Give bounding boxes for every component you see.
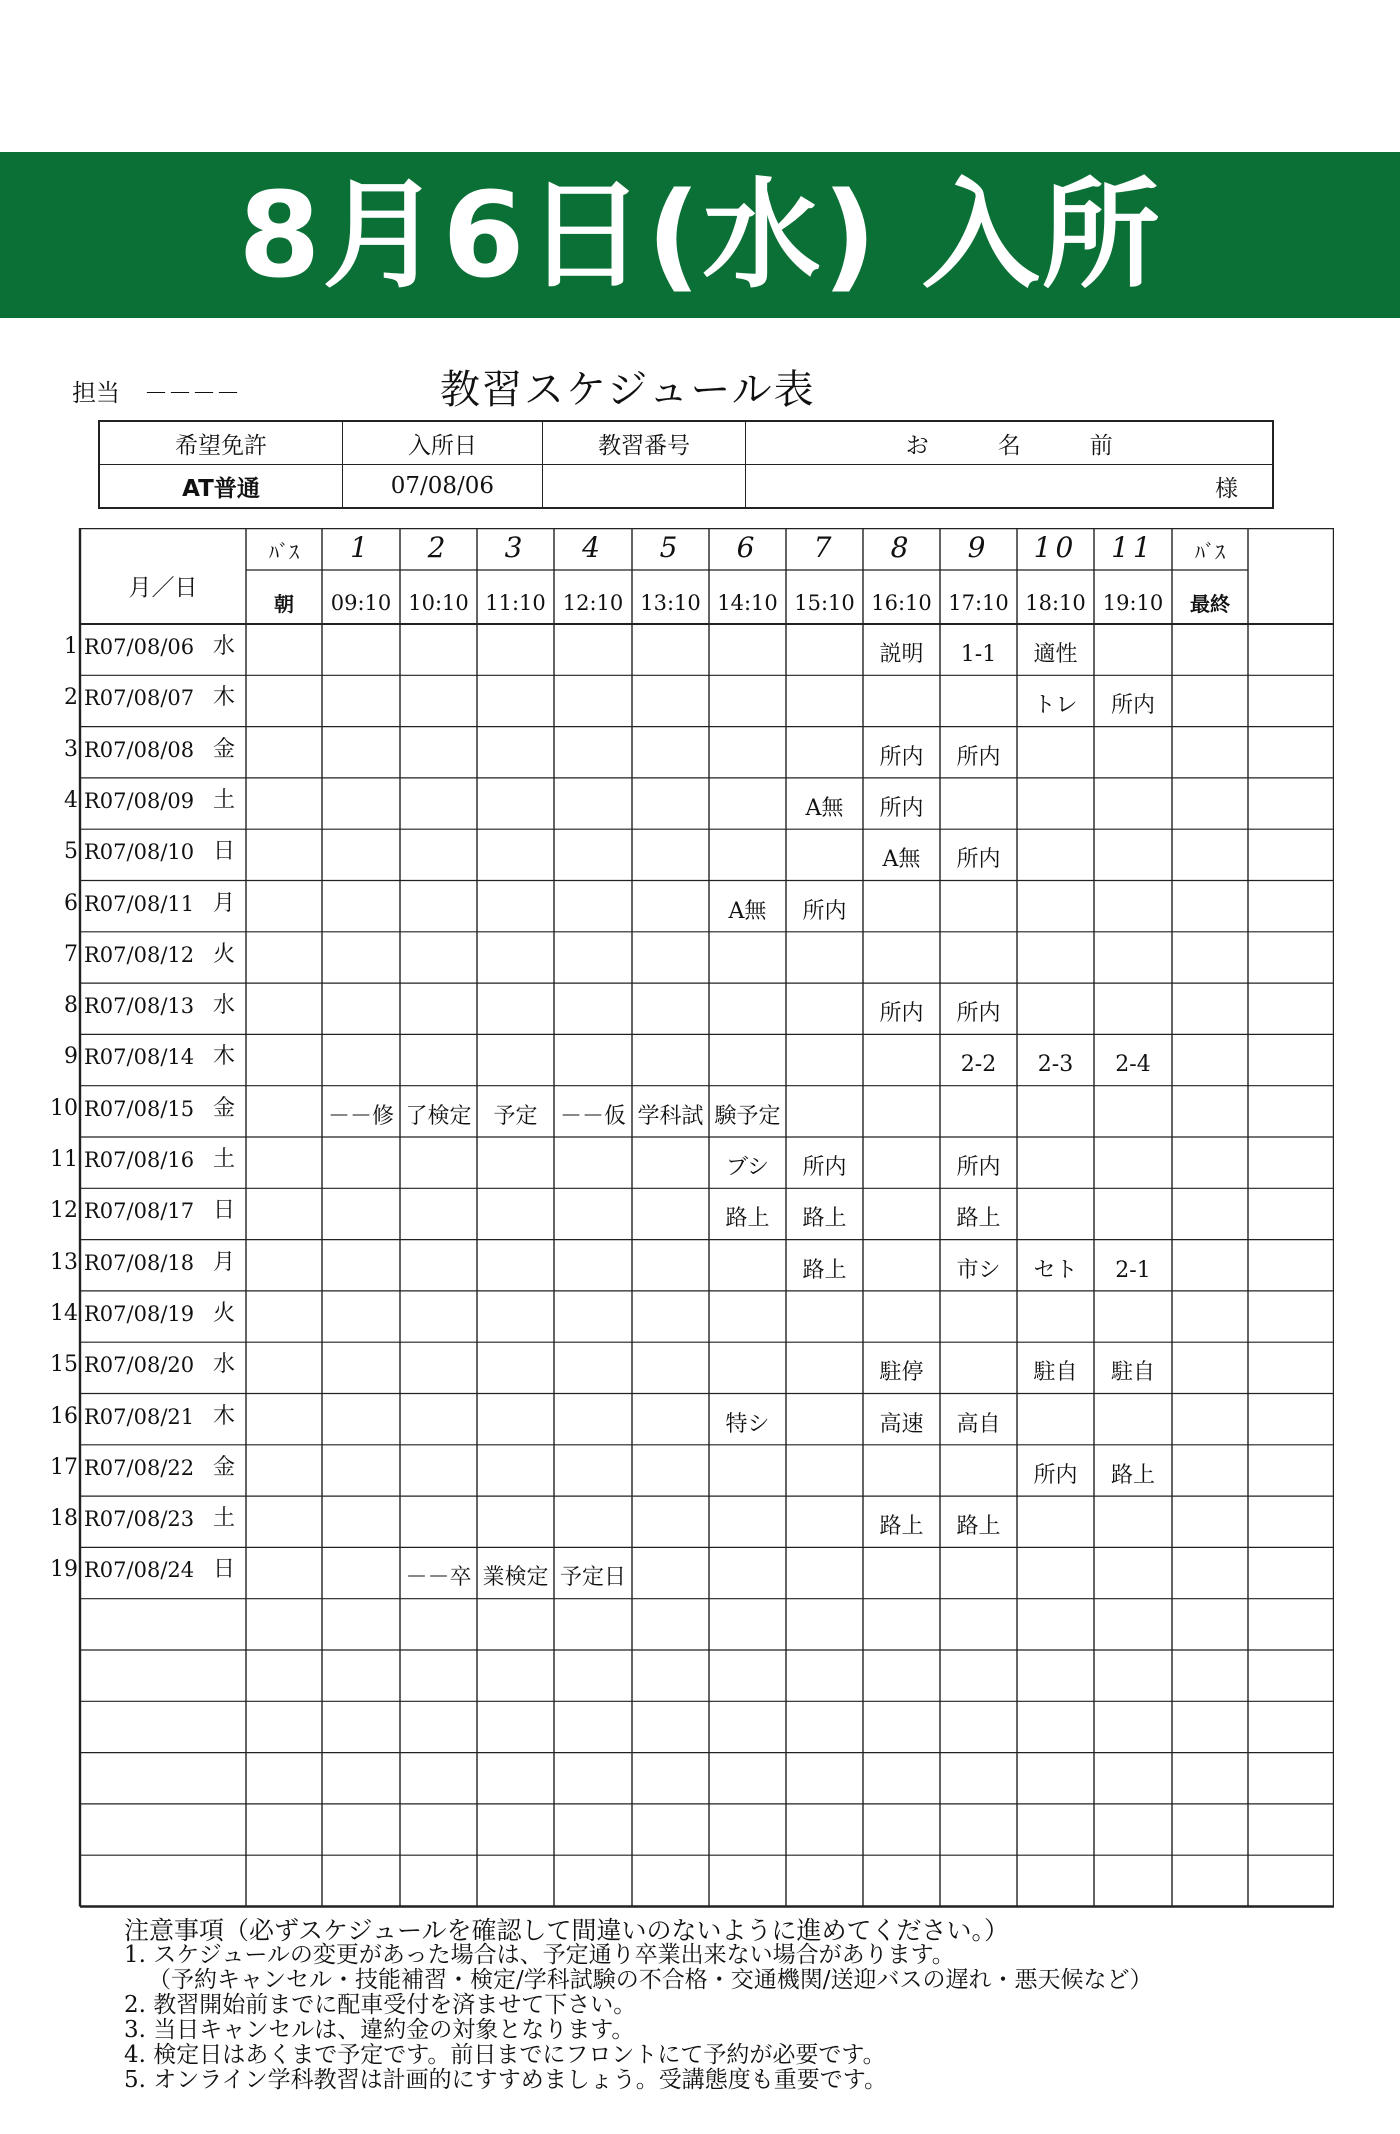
schedule-cell: 所内	[956, 1155, 1001, 1180]
schedule-cell: 業検定	[482, 1565, 549, 1591]
schedule-cell: 特シ	[725, 1411, 770, 1437]
banner-title: 8月6日(水) 入所	[238, 166, 1162, 304]
schedule-cell: 市シ	[956, 1257, 1001, 1283]
row-date: R07/08/09	[84, 788, 195, 813]
notes-item: 4. 検定日はあくまで予定です。前日までにフロントにて予約が必要です。	[124, 2042, 886, 2068]
staff-label: 担当 －－－－	[72, 379, 240, 407]
row-date: R07/08/20	[84, 1353, 195, 1378]
column-number-header: 11	[1111, 531, 1155, 564]
schedule-cell: 路上	[802, 1257, 847, 1283]
row-day-of-week: 金	[212, 736, 235, 762]
schedule-cell: 2-1	[1115, 1257, 1151, 1283]
row-day-of-week: 日	[212, 1557, 235, 1583]
schedule-cell: A無	[728, 898, 767, 924]
row-number: 18	[50, 1506, 78, 1532]
row-day-of-week: 月	[212, 890, 235, 916]
row-day-of-week: 木	[212, 1044, 235, 1070]
schedule-cell: 所内	[1110, 693, 1155, 719]
schedule-cell: 路上	[725, 1206, 770, 1232]
row-date: R07/08/08	[84, 737, 195, 762]
notes-item: 5. オンライン学科教習は計画的にすすめましょう。受講態度も重要です。	[124, 2067, 887, 2093]
row-date: R07/08/23	[84, 1507, 195, 1532]
column-number-header: 9	[967, 531, 990, 564]
row-number: 12	[50, 1198, 78, 1224]
schedule-cell: 路上	[1110, 1462, 1155, 1488]
column-time-header: 13:10	[640, 591, 701, 615]
schedule-cell: 1-1	[960, 642, 997, 667]
column-time-header: 最終	[1190, 592, 1230, 616]
schedule-cell: 験予定	[714, 1103, 781, 1129]
row-number: 5	[64, 839, 78, 865]
schedule-cell: 所内	[879, 744, 924, 770]
date-banner	[0, 152, 1400, 318]
schedule-cell: A無	[805, 795, 844, 821]
schedule-cell: 駐自	[1110, 1360, 1155, 1386]
license-header: 希望免許	[99, 421, 343, 465]
schedule-cell: 所内	[802, 898, 847, 924]
column-time-header: 10:10	[408, 591, 469, 615]
row-number: 13	[50, 1249, 78, 1275]
row-date: R07/08/18	[84, 1250, 195, 1275]
schedule-cell: 路上	[879, 1514, 924, 1540]
column-time-header: 朝	[274, 592, 294, 616]
schedule-cell: －－卒	[405, 1565, 472, 1591]
entry-date-header: 入所日	[343, 421, 543, 465]
schedule-cell: －－修	[327, 1103, 394, 1129]
column-number-header: ﾊﾞｽ	[1195, 540, 1225, 564]
row-number: 19	[50, 1557, 78, 1583]
row-date: R07/08/10	[84, 840, 195, 865]
column-number-header: 1	[350, 531, 372, 564]
column-number-header: 5	[659, 531, 682, 564]
notes-item: 3. 当日キャンセルは、違約金の対象となります。	[124, 2017, 635, 2043]
column-number-header: 6	[736, 531, 759, 564]
schedule-cell: 駐停	[879, 1360, 924, 1386]
row-day-of-week: 土	[212, 1147, 235, 1172]
row-number: 11	[50, 1147, 78, 1172]
row-day-of-week: 日	[212, 1198, 235, 1224]
row-date: R07/08/07	[84, 686, 195, 711]
schedule-cell: 路上	[802, 1206, 847, 1232]
row-date: R07/08/14	[84, 1045, 195, 1070]
row-day-of-week: 木	[212, 685, 235, 711]
number-header: 教習番号	[542, 421, 746, 465]
row-day-of-week: 月	[212, 1249, 235, 1275]
column-number-header: 3	[504, 531, 527, 564]
row-date: R07/08/12	[84, 942, 195, 967]
number-value	[542, 465, 746, 509]
row-number: 17	[50, 1454, 78, 1480]
column-number-header: ﾊﾞｽ	[269, 540, 299, 564]
row-day-of-week: 土	[212, 787, 235, 813]
row-day-of-week: 水	[212, 993, 235, 1019]
row-date: R07/08/16	[84, 1148, 195, 1172]
row-number: 8	[64, 993, 78, 1019]
row-number: 3	[64, 736, 78, 762]
schedule-cell: 高自	[956, 1411, 1001, 1437]
row-number: 4	[64, 787, 78, 813]
row-number: 16	[50, 1403, 78, 1429]
row-number: 2	[64, 685, 78, 711]
schedule-cell: 学科試	[637, 1103, 704, 1129]
row-day-of-week: 金	[212, 1095, 235, 1121]
schedule-grid	[50, 528, 1334, 1914]
row-date: R07/08/15	[84, 1096, 195, 1121]
column-time-header: 09:10	[330, 591, 392, 615]
schedule-cell: 所内	[879, 795, 924, 821]
schedule-cell: 予定日	[559, 1565, 626, 1591]
schedule-cell: 所内	[956, 1001, 1001, 1027]
schedule-cell: ブシ	[725, 1155, 770, 1180]
row-day-of-week: 日	[212, 839, 235, 865]
schedule-cell: 路上	[956, 1514, 1001, 1540]
schedule-cell: 高速	[879, 1411, 924, 1437]
column-time-header: 17:10	[948, 591, 1009, 615]
row-date: R07/08/17	[84, 1199, 195, 1224]
column-number-header: 2	[427, 531, 450, 564]
row-day-of-week: 土	[212, 1506, 235, 1532]
schedule-cell: 2-3	[1037, 1052, 1074, 1078]
row-day-of-week: 火	[212, 1300, 235, 1326]
row-number: 6	[64, 890, 78, 916]
entry-date-value: 07/08/06	[343, 465, 543, 509]
schedule-grid-lines	[78, 528, 1334, 1914]
row-date: R07/08/24	[84, 1558, 195, 1583]
row-day-of-week: 火	[212, 941, 235, 967]
column-time-header: 12:10	[562, 591, 624, 615]
column-number-header: 7	[813, 531, 836, 564]
name-suffix: 様	[1215, 475, 1238, 502]
row-date: R07/08/19	[84, 1301, 195, 1326]
schedule-cell: 所内	[1033, 1462, 1078, 1488]
schedule-cell: 2-2	[960, 1052, 997, 1078]
schedule-cell: 所内	[956, 744, 1001, 770]
row-number: 15	[50, 1352, 78, 1378]
column-number-header: 8	[890, 531, 913, 564]
notes-heading: 注意事項（必ずスケジュールを確認して間違いのないように進めてください。）	[124, 1916, 1010, 1945]
schedule-cell: 了検定	[405, 1103, 472, 1129]
student-info-table	[98, 420, 1274, 509]
column-number-header: 10	[1033, 531, 1078, 564]
notes-section	[124, 1918, 1153, 2093]
schedule-cell: 2-4	[1115, 1052, 1151, 1078]
column-time-header: 15:10	[794, 591, 855, 615]
row-date: R07/08/06	[84, 635, 195, 659]
column-time-header: 19:10	[1102, 591, 1164, 615]
row-number: 14	[50, 1300, 78, 1326]
schedule-cell: 適性	[1033, 642, 1078, 667]
column-time-header: 11:10	[485, 591, 546, 615]
schedule-cell: 予定	[493, 1103, 538, 1129]
schedule-cell: 所内	[879, 1001, 924, 1027]
column-time-header: 18:10	[1025, 591, 1086, 615]
row-date: R07/08/22	[84, 1455, 195, 1480]
row-date: R07/08/13	[84, 994, 195, 1019]
row-number: 1	[64, 634, 78, 659]
schedule-cell: セト	[1033, 1257, 1078, 1283]
notes-item: 2. 教習開始前までに配車受付を済ませて下さい。	[124, 1992, 637, 2018]
notes-item: 1. スケジュールの変更があった場合は、予定通り卒業出来ない場合があります。	[124, 1942, 955, 1968]
row-date: R07/08/21	[84, 1404, 195, 1429]
document-title: 教習スケジュール表	[440, 367, 816, 413]
row-number: 7	[64, 941, 78, 967]
column-time-header: 16:10	[871, 591, 932, 615]
schedule-cell: 駐自	[1033, 1360, 1078, 1386]
row-day-of-week: 金	[212, 1454, 235, 1480]
row-day-of-week: 木	[212, 1403, 235, 1429]
row-date: R07/08/11	[84, 891, 195, 916]
schedule-cell: トレ	[1033, 693, 1078, 719]
column-number-header: 4	[582, 531, 604, 564]
row-number: 10	[50, 1095, 78, 1121]
name-value	[746, 465, 1273, 509]
notes-item: （予約キャンセル・技能補習・検定/学科試験の不合格・交通機関/送迎バスの遅れ・悪天候など）	[148, 1967, 1153, 1993]
month-day-header: 月／日	[128, 575, 198, 601]
row-day-of-week: 水	[212, 634, 235, 659]
column-time-header: 14:10	[717, 591, 778, 615]
schedule-cell: －－仮	[559, 1103, 626, 1129]
schedule-cell: 所内	[802, 1155, 847, 1180]
row-day-of-week: 水	[212, 1352, 235, 1378]
row-number: 9	[64, 1044, 78, 1070]
schedule-cell: 所内	[956, 847, 1001, 873]
license-value: AT普通	[99, 465, 343, 509]
schedule-cell: 路上	[956, 1206, 1001, 1232]
schedule-cell: 説明	[879, 642, 924, 667]
name-header: お 名 前	[746, 421, 1273, 465]
schedule-cell: A無	[882, 847, 921, 873]
